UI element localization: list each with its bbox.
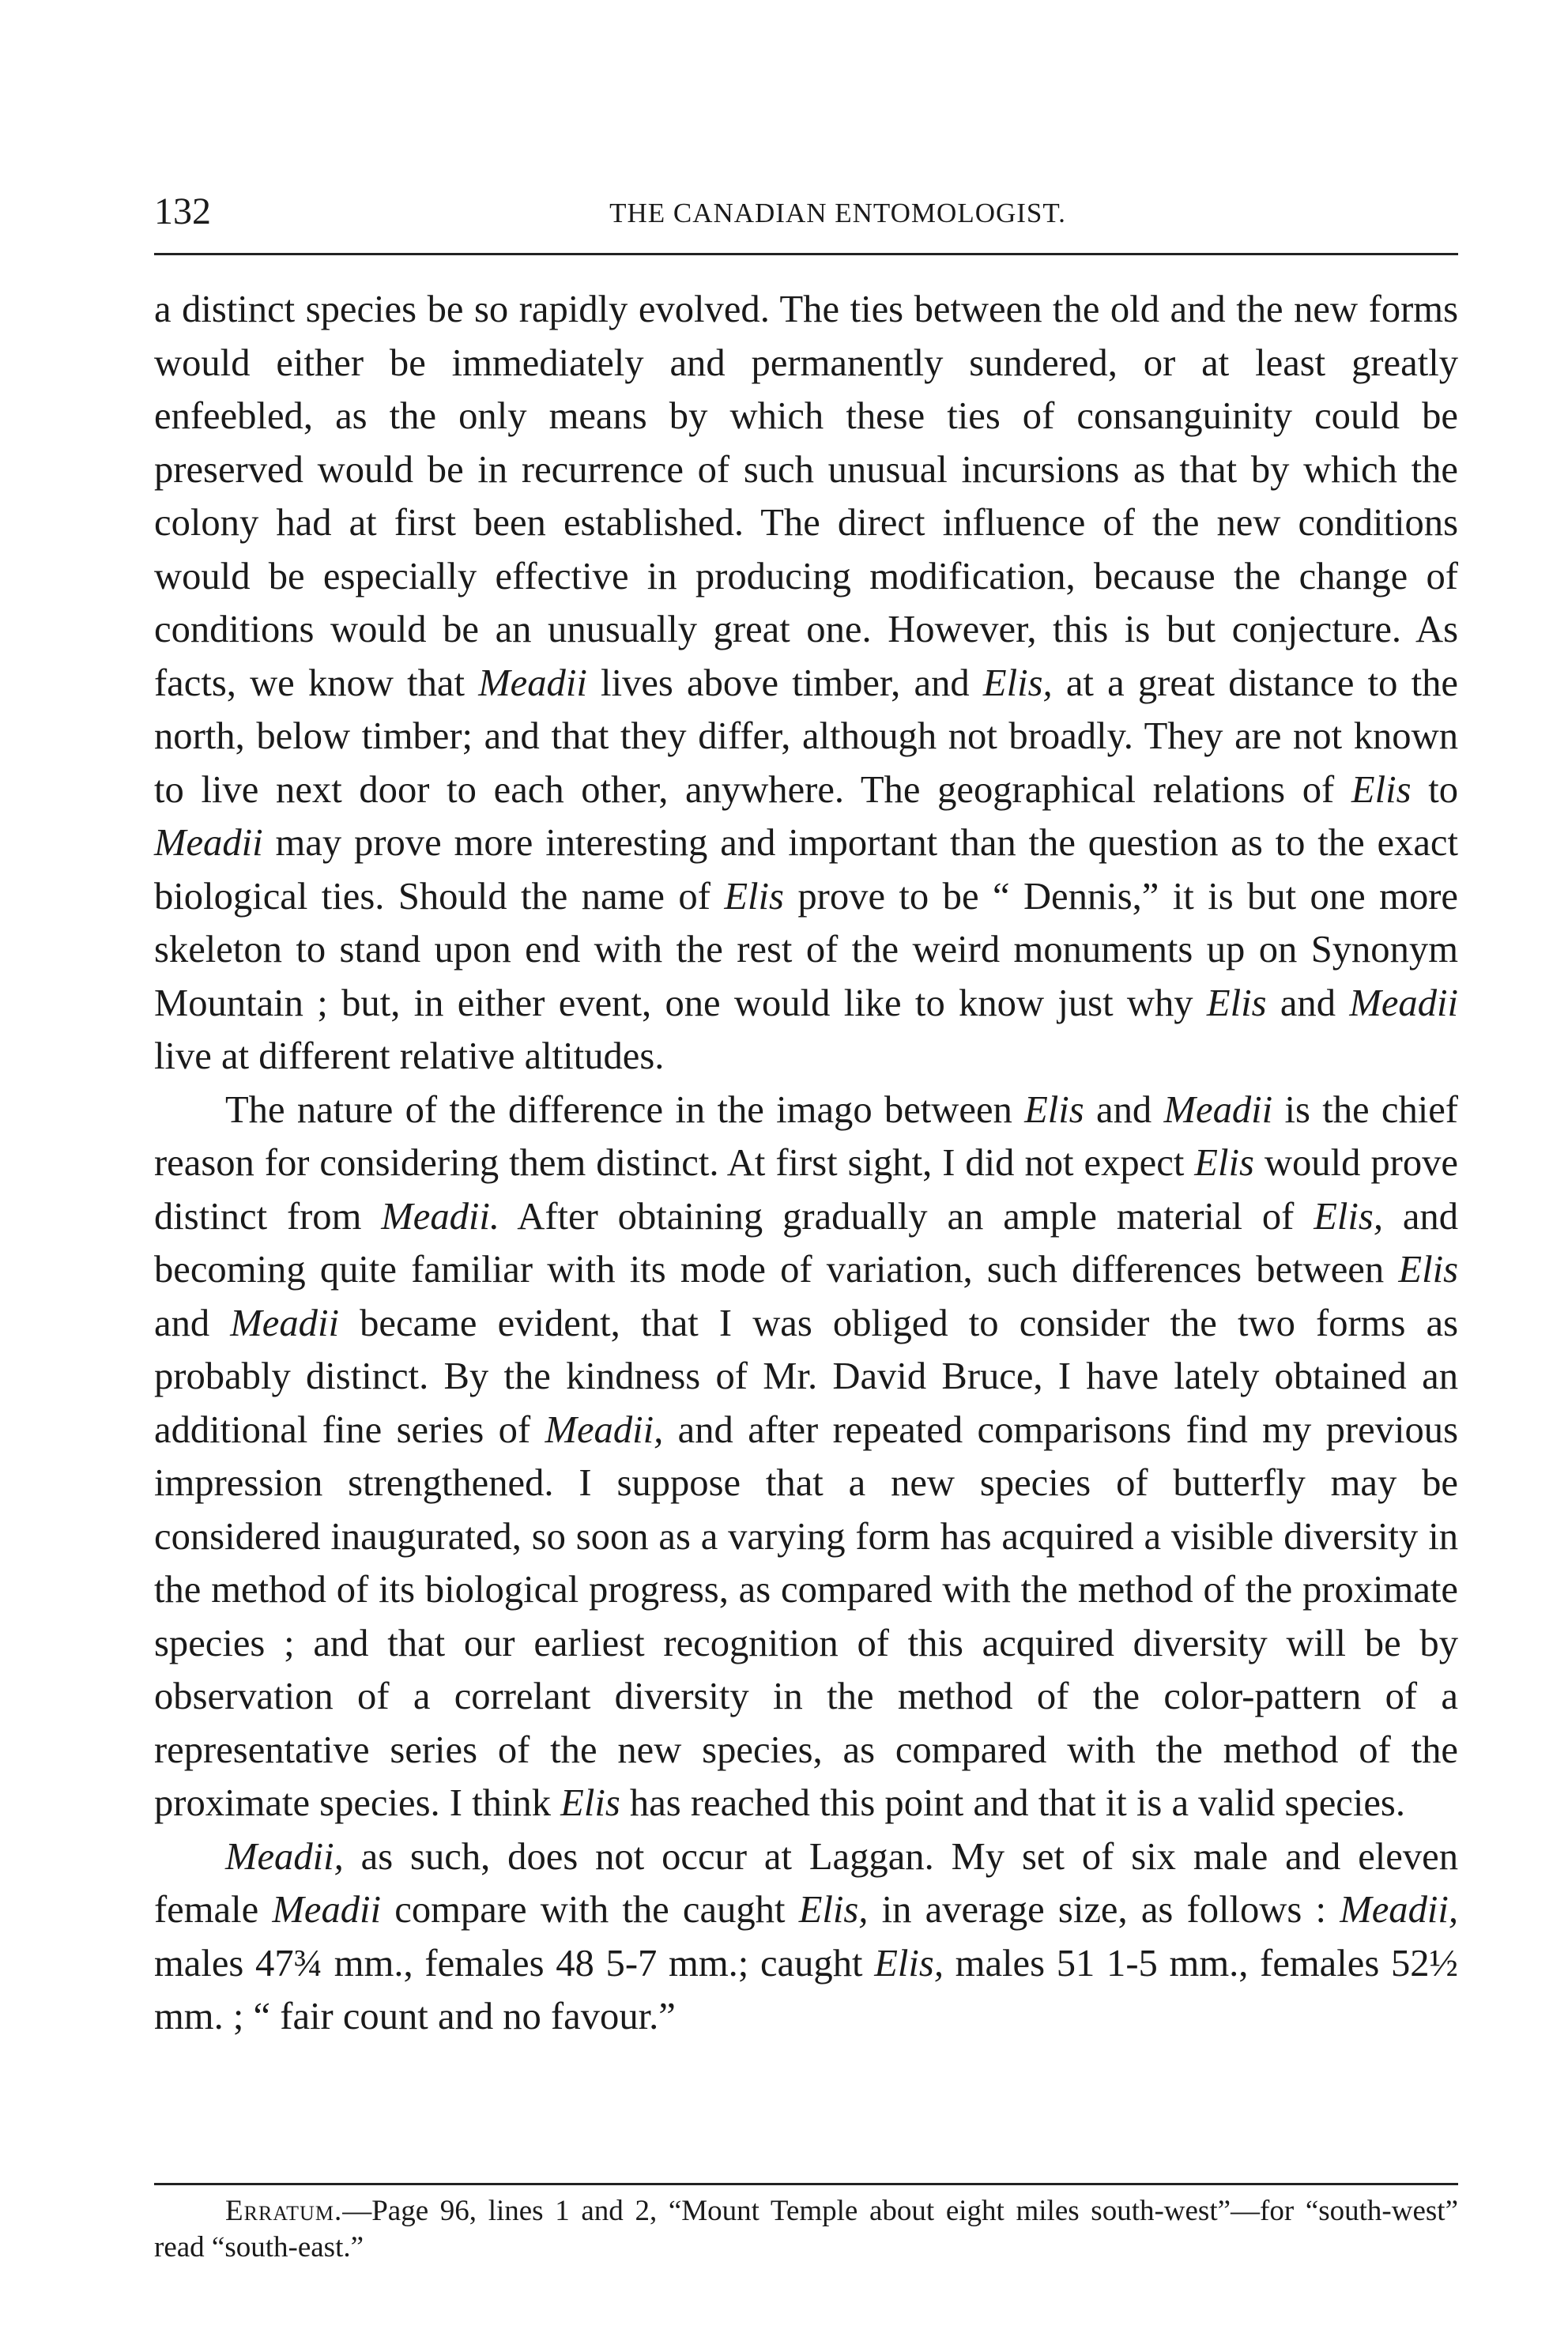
species-name: Meadii xyxy=(478,661,587,704)
text-run: After obtaining gradually an ample material of xyxy=(499,1194,1314,1238)
species-name: Meadii xyxy=(154,821,263,864)
species-name: Elis, xyxy=(982,661,1053,704)
header-rule xyxy=(154,253,1458,255)
text-run: may prove more interesting and important than the question as to the exact biological ties. Should the name of xyxy=(154,821,1458,918)
text-run: and xyxy=(1084,1087,1164,1131)
species-name: Meadii xyxy=(1163,1087,1273,1131)
species-name: Meadii, xyxy=(225,1834,344,1878)
body-text xyxy=(154,283,1458,2044)
text-run: has reached this point and that it is a valid species. xyxy=(620,1781,1405,1824)
footnote xyxy=(154,2193,1458,2266)
running-title: THE CANADIAN ENTOMOLOGIST. xyxy=(609,198,1066,228)
species-name: Meadii xyxy=(230,1301,339,1344)
page-header xyxy=(154,182,1458,237)
species-name: Elis, xyxy=(1314,1194,1383,1238)
species-name: Elis xyxy=(1398,1248,1458,1291)
species-name: Meadii, xyxy=(1340,1888,1459,1931)
text-run: lives above timber, and xyxy=(586,661,983,704)
species-name: Elis xyxy=(560,1781,620,1824)
footnote-rule xyxy=(154,2183,1458,2185)
species-name: Meadii. xyxy=(381,1194,500,1238)
species-name: Elis xyxy=(724,874,784,918)
text-run: The nature of the difference in the imago between xyxy=(225,1087,1025,1131)
species-name: Elis xyxy=(1351,767,1412,811)
text-run: and xyxy=(154,1301,231,1344)
species-name: Elis, xyxy=(874,1941,944,1985)
species-name: Elis xyxy=(1024,1087,1084,1131)
text-run: in average size, as follows : xyxy=(868,1888,1340,1931)
text-run: live at different relative altitudes. xyxy=(154,1035,665,1077)
text-run: and after repeated comparisons find my previous impression strengthened. I suppose that a new species of butterfly may be considered inaugurated, so soon as a varying form has acquired a visible diversity in the method of its biological progress, as compared with the method of the proximate species ; and that our earliest recognition of this acquired diversity will be by observation of a correlant diversity in the method of the color-pattern of a representative series of the new species, as compared with the method of the proximate species. I think xyxy=(154,1408,1458,1824)
text-run: males 47¾ mm., females 48 5-7 mm.; caught xyxy=(154,1941,875,1985)
paragraph xyxy=(154,283,1458,1084)
paragraph xyxy=(154,1830,1458,2044)
footnote-text: —Page 96, lines 1 and 2, “Mount Temple about eight miles south-west”—for “south-west” read “south-east.” xyxy=(154,2195,1458,2263)
page-number: 132 xyxy=(154,190,211,232)
species-name: Meadii xyxy=(1349,981,1458,1024)
text-run: and xyxy=(1266,981,1350,1024)
text-run: is the chief reason for considering them distinct. At first sight, I did not expect xyxy=(154,1087,1458,1184)
text-run: a distinct species be so rapidly evolved. The ties between the old and the new forms would either be immediately and permanently sundered, or at least greatly enfeebled, as the only means by which these ties of consanguinity could be preserved would be in recurrence of such unusual incursions as that by which the colony had at first been established. The direct influence of the new conditions would be especially effective in producing modification, because the change of conditions would be an unusually great one. However, this is but conjecture. As facts, we know that xyxy=(154,288,1458,704)
text-run: to xyxy=(1411,767,1458,811)
paragraph xyxy=(154,1084,1458,1830)
species-name: Elis, xyxy=(798,1888,869,1931)
species-name: Meadii, xyxy=(545,1408,664,1451)
text-run: would prove distinct from xyxy=(154,1141,1458,1238)
text-run: prove to be “ Dennis,” it is but one more skeleton to stand upon end with the rest of the weird monuments up on Synonym Mountain ; but, in either event, one would like to know just why xyxy=(154,874,1458,1024)
text-run: males 51 1-5 mm., females 52½ mm. ; “ fair count and no favour.” xyxy=(154,1941,1458,2037)
text-run: became evident, that I was obliged to consider the two forms as probably distinct. By the kindness of Mr. David Bruce, I have lately obtained an additional fine series of xyxy=(154,1301,1458,1451)
text-run: at a great distance to the north, below timber; and that they differ, although not broadly. They are not known to live next door to each other, anywhere. The geographical relations of xyxy=(154,661,1458,811)
text-run: and becoming quite familiar with its mode of variation, such differences between xyxy=(154,1194,1459,1291)
species-name: Elis xyxy=(1194,1141,1254,1184)
species-name: Meadii xyxy=(272,1888,382,1931)
species-name: Elis xyxy=(1206,981,1267,1024)
footnote-label: Erratum. xyxy=(225,2195,343,2227)
text-run: compare with the caught xyxy=(381,1888,799,1931)
text-run: as such, does not occur at Laggan. My set of six male and eleven female xyxy=(154,1834,1458,1931)
